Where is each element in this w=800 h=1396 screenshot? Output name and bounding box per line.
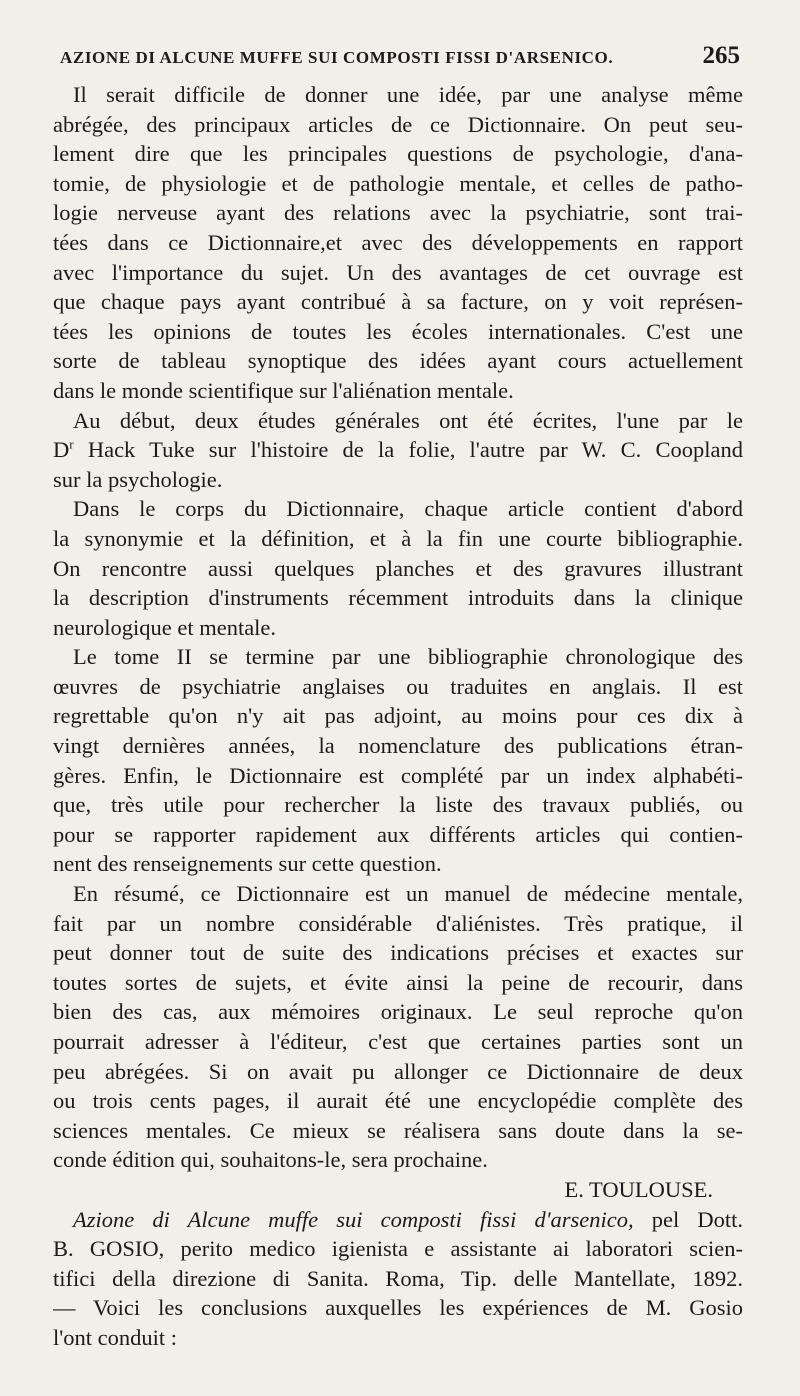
review-heading bbox=[53, 1205, 743, 1235]
text-line: On rencontre aussi quelques planches et des gravures illustrant bbox=[53, 555, 743, 581]
dr-abbrev: D bbox=[53, 437, 70, 463]
text-line: la description d'instruments récemment introduits dans la clinique bbox=[53, 585, 743, 611]
text-line: B. GOSIO, perito medico igienista e assistante ai laboratori scien- bbox=[53, 1236, 743, 1262]
text-line: nent des renseignements sur cette question. bbox=[53, 851, 442, 877]
page-number: 265 bbox=[702, 42, 740, 69]
text-line: dans le monde scientifique sur l'aliénation mentale. bbox=[53, 377, 514, 403]
text-line: lement dire que les principales questions de psychologie, d'ana- bbox=[53, 141, 743, 167]
review-title: Azione di Alcune muffe sui composti fissi d'arsenico, bbox=[73, 1206, 634, 1232]
signature: E. TOULOUSE. bbox=[564, 1176, 713, 1202]
text-line: l'ont conduit : bbox=[53, 1324, 178, 1350]
review-title-rest: pel Dott. bbox=[633, 1206, 743, 1232]
text-line: Il serait difficile de donner une idée, par une analyse même bbox=[73, 82, 743, 107]
text-line: conde édition qui, souhaitons-le, sera prochaine. bbox=[53, 1147, 488, 1173]
text-line: pourrait adresser à l'éditeur, c'est que certaines parties sont un bbox=[53, 1029, 743, 1054]
dr-superscript: r bbox=[69, 436, 74, 452]
text-line: abrégée, des principaux articles de ce Dictionnaire. On peut seu- bbox=[53, 111, 743, 137]
text-line: fait par un nombre considérable d'aliénistes. Très pratique, il bbox=[53, 910, 743, 936]
text-line: gères. Enfin, le Dictionnaire est complété par un index alphabéti- bbox=[53, 762, 743, 788]
text-line: En résumé, ce Dictionnaire est un manuel de médecine mentale, bbox=[73, 881, 743, 907]
text-line: tées les opinions de toutes les écoles internationales. C'est une bbox=[53, 318, 743, 344]
text-line: sciences mentales. Ce mieux se réalisera sans doute dans la se- bbox=[53, 1117, 743, 1143]
running-title: AZIONE DI ALCUNE MUFFE SUI COMPOSTI FISSI D'ARSENICO. bbox=[60, 48, 614, 67]
text-line: Au début, deux études générales ont été écrites, l'une par le bbox=[73, 407, 743, 433]
page-body bbox=[53, 80, 743, 1353]
text-line: pour se rapporter rapidement aux différents articles qui contien- bbox=[53, 821, 743, 847]
text-line: neurologique et mentale. bbox=[53, 614, 277, 640]
text-line: regrettable qu'on n'y ait pas adjoint, au moins pour ces dix à bbox=[53, 703, 743, 729]
text-line: — Voici les conclusions auxquelles les expériences de M. Gosio bbox=[53, 1295, 743, 1321]
text-line: peut donner tout de suite des indications précises et exactes sur bbox=[53, 940, 743, 966]
text-line: tifici della direzione di Sanita. Roma, Tip. delle Mantellate, 1892. bbox=[53, 1265, 743, 1291]
text-line: avec l'importance du sujet. Un des avantages de cet ouvrage est bbox=[53, 259, 743, 285]
text-line: la synonymie et la définition, et à la fin une courte bibliographie. bbox=[53, 525, 743, 551]
text-line: toutes sortes de sujets, et évite ainsi la peine de recourir, dans bbox=[53, 969, 743, 995]
text-line: logie nerveuse ayant des relations avec la psychiatrie, sont trai- bbox=[53, 200, 743, 226]
text-line: que chaque pays ayant contribué à sa facture, on y voit représen- bbox=[53, 289, 743, 315]
text-line: tées dans ce Dictionnaire,et avec des développements en rapport bbox=[53, 229, 743, 255]
text-line: tomie, de physiologie et de pathologie mentale, et celles de patho- bbox=[53, 170, 743, 196]
text-line: sur la psychologie. bbox=[53, 466, 223, 492]
text-line: œuvres de psychiatrie anglaises ou traduites en anglais. Il est bbox=[53, 673, 743, 699]
dr-line-text: Hack Tuke sur l'histoire de la folie, l'autre par W. C. Coopland bbox=[87, 437, 743, 463]
text-line: vingt dernières années, la nomenclature des publications étran- bbox=[53, 733, 743, 759]
text-line: que, très utile pour rechercher la liste des travaux publiés, ou bbox=[53, 792, 743, 818]
text-line: Dans le corps du Dictionnaire, chaque article contient d'abord bbox=[73, 496, 743, 522]
page-header bbox=[60, 42, 740, 70]
text-line: bien des cas, aux mémoires originaux. Le seul reproche qu'on bbox=[53, 999, 743, 1025]
text-line: Le tome II se termine par une bibliographie chronologique des bbox=[73, 644, 743, 670]
text-line: sorte de tableau synoptique des idées ayant cours actuellement bbox=[53, 348, 743, 374]
text-line: peu abrégées. Si on avait pu allonger ce Dictionnaire de deux bbox=[53, 1058, 743, 1084]
text-line: ou trois cents pages, il aurait été une encyclopédie complète des bbox=[53, 1088, 743, 1114]
text-line-dr bbox=[53, 435, 743, 465]
